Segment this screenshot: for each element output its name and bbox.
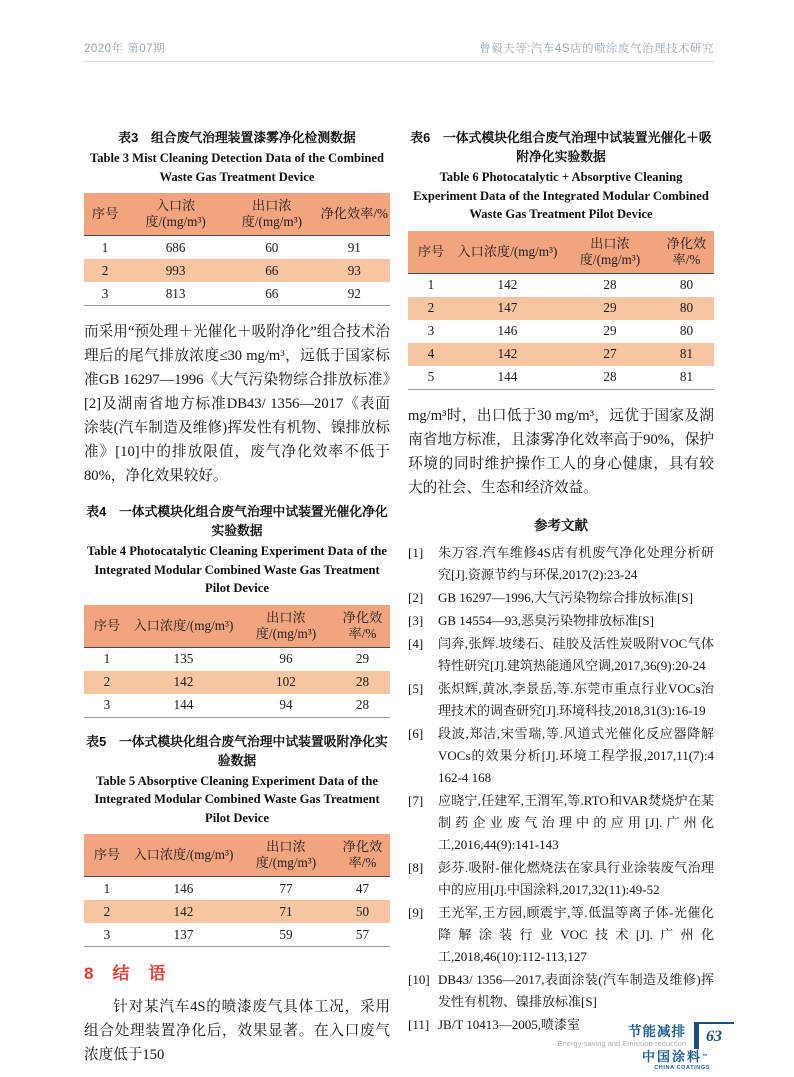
reference-label: [7]	[408, 792, 424, 808]
references-list	[408, 542, 714, 1036]
table-header-cell: 入口浓度/(mg/m³)	[126, 193, 225, 236]
table-cell: 60	[265, 239, 279, 255]
table5-section	[84, 732, 390, 948]
reference-text: 彭芬.吸附-催化燃烧法在家具行业涂装废气治理中的应用[J].中国涂料,2017,32(11):49-52	[438, 859, 714, 897]
table-row	[84, 900, 390, 923]
logo-text-zh: 中国涂料™	[641, 1048, 710, 1064]
paragraph-conclusion: 针对某汽车4S的喷漆废气具体工况，采用组合处理装置净化后，效果显著。在入口废气浓度低于150	[84, 999, 390, 1063]
reference-label: [1]	[408, 544, 424, 560]
table-header-row	[84, 605, 390, 648]
reference-label: [4]	[408, 635, 424, 651]
table4-section	[84, 502, 390, 718]
page-number: 63	[706, 1027, 722, 1045]
table-header-cell: 净化效率/%	[659, 231, 714, 274]
table-cell: 28	[335, 671, 390, 694]
paragraph-results: mg/m³时，出口低于30 mg/m³，远优于国家及湖南省地方标准，且漆雾净化效率高于90%，保护环境的同时维护操作工人的身心健康，具有较大的社会、生态和经济效益。	[408, 407, 714, 496]
table-cell: 1	[101, 239, 109, 255]
table-cell: 80	[659, 297, 714, 320]
references-title: 参考文献	[534, 517, 588, 533]
reference-item	[408, 610, 714, 632]
table4-caption-en: Table 4 Photocatalytic Cleaning Experiment Data of the Integrated Modular Combined Waste Gas Treatment Pilot Device	[86, 544, 387, 595]
table-row	[408, 343, 714, 366]
table-header-cell: 序号	[84, 605, 130, 648]
header-issue: 2020年 第07期	[84, 43, 166, 55]
reference-text: 张炽辉,黄冰,李景岳,等.东莞市重点行业VOCs治理技术的调查研究[J].环境科技,2018,31(3):16-19	[438, 680, 714, 718]
table-row	[84, 236, 390, 260]
reference-text: 朱万容.汽车维修4S店有机废气净化处理分析研究[J].资源节约与环保,2017(2):23-24	[438, 544, 714, 582]
table-cell: 1	[103, 880, 111, 896]
table-cell: 3	[427, 323, 435, 338]
table-cell: 77	[279, 880, 293, 896]
table-cell: 146	[497, 323, 518, 338]
reference-text: 王光军,王方园,顾震宇,等.低温等离子体-光催化降解涂装行业VOC技术[J].广州化工,2018,46(10):112-113,127	[438, 904, 714, 964]
table-header-cell: 入口浓度/(mg/m³)	[130, 605, 237, 648]
table-header-cell: 出口浓度/(mg/m³)	[561, 231, 659, 274]
table-cell: 813	[126, 282, 225, 306]
table-row	[84, 671, 390, 694]
table3	[84, 193, 390, 306]
table-cell: 81	[659, 366, 714, 390]
table-cell: 142	[497, 277, 518, 292]
table-header-cell: 出口浓度/(mg/m³)	[237, 605, 335, 648]
table-header-cell: 净化效率/%	[319, 193, 390, 236]
table-cell: 993	[126, 259, 225, 282]
table-cell: 2	[84, 671, 130, 694]
table6-section	[408, 128, 714, 390]
table-row	[408, 320, 714, 343]
table-header-row	[84, 193, 390, 236]
table-cell: 2	[84, 259, 126, 282]
table-cell: 47	[355, 880, 370, 896]
table-cell: 80	[679, 323, 694, 338]
reference-text: GB 16297—1996,大气污染物综合排放标准[S]	[438, 589, 693, 605]
reference-item	[408, 542, 714, 586]
table-cell: 142	[130, 900, 237, 923]
reference-item	[408, 969, 714, 1013]
table-cell: 135	[173, 651, 194, 666]
section8-heading: 8 结 语	[84, 964, 167, 983]
table-cell: 50	[335, 900, 390, 923]
logo-text-en: CHINA COATINGS	[654, 1064, 710, 1071]
table-cell: 29	[561, 297, 659, 320]
table5	[84, 834, 390, 947]
table3-caption-zh: 表3 组合废气治理装置漆雾净化检测数据	[118, 130, 356, 145]
table-row	[84, 282, 390, 306]
table-cell: 1	[103, 651, 111, 666]
table-cell: 137	[130, 923, 237, 947]
table3-section	[84, 128, 390, 306]
table-header-cell: 序号	[408, 231, 454, 274]
table-cell: 2	[408, 297, 454, 320]
table-cell: 57	[335, 923, 390, 947]
reference-text: 应晓宁,任建军,王渭军,等.RTO和VAR焚烧炉在某制药企业废气治理中的应用[J].广州化工,2016,44(9):141-143	[438, 792, 714, 852]
table-cell: 144	[454, 366, 561, 390]
table-cell: 2	[84, 900, 130, 923]
table-cell: 28	[603, 277, 617, 292]
table-cell: 59	[237, 923, 335, 947]
table-cell: 94	[237, 694, 335, 718]
reference-label: [6]	[408, 725, 424, 741]
table-cell: 66	[225, 259, 319, 282]
footer-column-title	[558, 1024, 686, 1049]
reference-item	[408, 723, 714, 789]
table-row	[408, 366, 714, 390]
table-row	[84, 259, 390, 282]
reference-label: [10]	[408, 971, 430, 987]
table-cell: 27	[561, 343, 659, 366]
table-cell: 142	[130, 671, 237, 694]
china-coatings-logo	[408, 1050, 714, 1072]
table3-caption-en: Table 3 Mist Cleaning Detection Data of the Combined Waste Gas Treatment Device	[89, 151, 385, 184]
table-cell: 81	[659, 343, 714, 366]
reference-item	[408, 587, 714, 609]
table4-caption-zh: 表4 一体式模块化组合废气治理中试装置光催化净化实验数据	[86, 504, 388, 538]
table-cell: 3	[84, 923, 130, 947]
table-header-cell: 入口浓度/(mg/m³)	[454, 231, 561, 274]
table-cell: 96	[279, 651, 293, 666]
reference-item	[408, 633, 714, 677]
reference-text: 段波,郑洁,宋雪瑞,等.风道式光催化反应器降解VOCs的效果分析[J].环境工程学报,2017,11(7):4 162-4 168	[438, 725, 714, 785]
table-cell: 3	[84, 694, 130, 718]
reference-label: [2]	[408, 589, 424, 605]
table-row	[84, 923, 390, 947]
reference-item	[408, 678, 714, 722]
table6-caption-zh: 表6 一体式模块化组合废气治理中试装置光催化＋吸附净化实验数据	[410, 130, 712, 164]
table-header-row	[408, 231, 714, 274]
left-column	[84, 128, 390, 1077]
table-header-cell: 净化效率/%	[335, 834, 390, 877]
table-cell: 142	[454, 343, 561, 366]
table-cell: 29	[603, 323, 617, 338]
table-cell: 5	[408, 366, 454, 390]
table-cell: 147	[454, 297, 561, 320]
table-cell: 3	[84, 282, 126, 306]
table6	[408, 231, 714, 390]
table-header-cell: 序号	[84, 193, 126, 236]
table-cell: 71	[237, 900, 335, 923]
reference-text: GB 14554—93,恶臭污染物排放标准[S]	[438, 612, 654, 628]
page-number-box	[694, 1022, 734, 1049]
table-cell: 28	[335, 694, 390, 718]
reference-item	[408, 790, 714, 856]
table-cell: 92	[319, 282, 390, 306]
right-column	[408, 128, 714, 1072]
table-cell: 80	[679, 277, 694, 292]
table-header-cell: 序号	[84, 834, 130, 877]
table4	[84, 605, 390, 718]
reference-label: [9]	[408, 904, 424, 920]
reference-text: DB43/ 1356—2017,表面涂装(汽车制造及维修)挥发性有机物、镍排放标准[S]	[438, 971, 714, 1009]
table-row	[84, 877, 390, 901]
reference-item	[408, 902, 714, 968]
header-running-title: 曾毅夫等:汽车4S店的喷涂废气治理技术研究	[479, 43, 714, 55]
table-cell: 4	[408, 343, 454, 366]
table-cell: 29	[355, 651, 370, 666]
paragraph-discussion: 而采用“预处理＋光催化＋吸附净化”组合技术治理后的尾气排放浓度≤30 mg/m³，远低于国家标准GB 16297—1996《大气污染物综合排放标准》[2]及湖南省地方标准DB43/ 1356—2017《表面涂装(汽车制造及维修)挥发性有机物、镍排放标准》[10]中的排放限值，废气净化效率不低于80%，净化效果较好。	[84, 324, 390, 484]
reference-text: JB/T 10413—2005,喷漆室	[438, 1016, 581, 1032]
table-row	[408, 297, 714, 320]
table-header-row	[84, 834, 390, 877]
table-header-cell: 净化效率/%	[335, 605, 390, 648]
table-header-cell: 出口浓度/(mg/m³)	[237, 834, 335, 877]
reference-item	[408, 857, 714, 901]
table-cell: 686	[165, 239, 186, 255]
table-header-cell: 出口浓度/(mg/m³)	[225, 193, 319, 236]
page-footer	[558, 1022, 734, 1049]
reference-label: [11]	[408, 1016, 430, 1032]
table-cell: 28	[561, 366, 659, 390]
table-header-cell: 入口浓度/(mg/m³)	[130, 834, 237, 877]
table-cell: 91	[347, 239, 361, 255]
table-cell: 146	[173, 880, 194, 896]
reference-text: 闫奔,张辉.坡缕石、硅胶及活性炭吸附VOC气体特性研究[J].建筑热能通风空调,2017,36(9):20-24	[438, 635, 714, 673]
page-header	[84, 40, 714, 62]
table5-caption-zh: 表5 一体式模块化组合废气治理中试装置吸附净化实验数据	[86, 733, 388, 768]
reference-label: [8]	[408, 859, 424, 875]
table-cell: 144	[130, 694, 237, 718]
table-cell: 93	[319, 259, 390, 282]
table6-caption-en: Table 6 Photocatalytic + Absorptive Cleaning Experiment Data of the Integrated Modular Combined Waste Gas Treatment Pilot Device	[413, 170, 709, 221]
table-row	[84, 647, 390, 671]
reference-label: [5]	[408, 680, 424, 696]
reference-label: [3]	[408, 612, 424, 628]
trademark-icon: ™	[702, 1053, 710, 1060]
footer-title-en: Energy-saving and Emission-reduction	[557, 1039, 686, 1048]
table-cell: 1	[427, 277, 435, 292]
table-row	[408, 273, 714, 297]
table-cell: 66	[225, 282, 319, 306]
table5-caption-en: Table 5 Absorptive Cleaning Experiment Data of the Integrated Modular Combined Waste Gas Treatment Pilot Device	[94, 773, 380, 825]
table-row	[84, 694, 390, 718]
footer-title-zh: 节能减排	[628, 1024, 686, 1039]
table-cell: 102	[237, 671, 335, 694]
